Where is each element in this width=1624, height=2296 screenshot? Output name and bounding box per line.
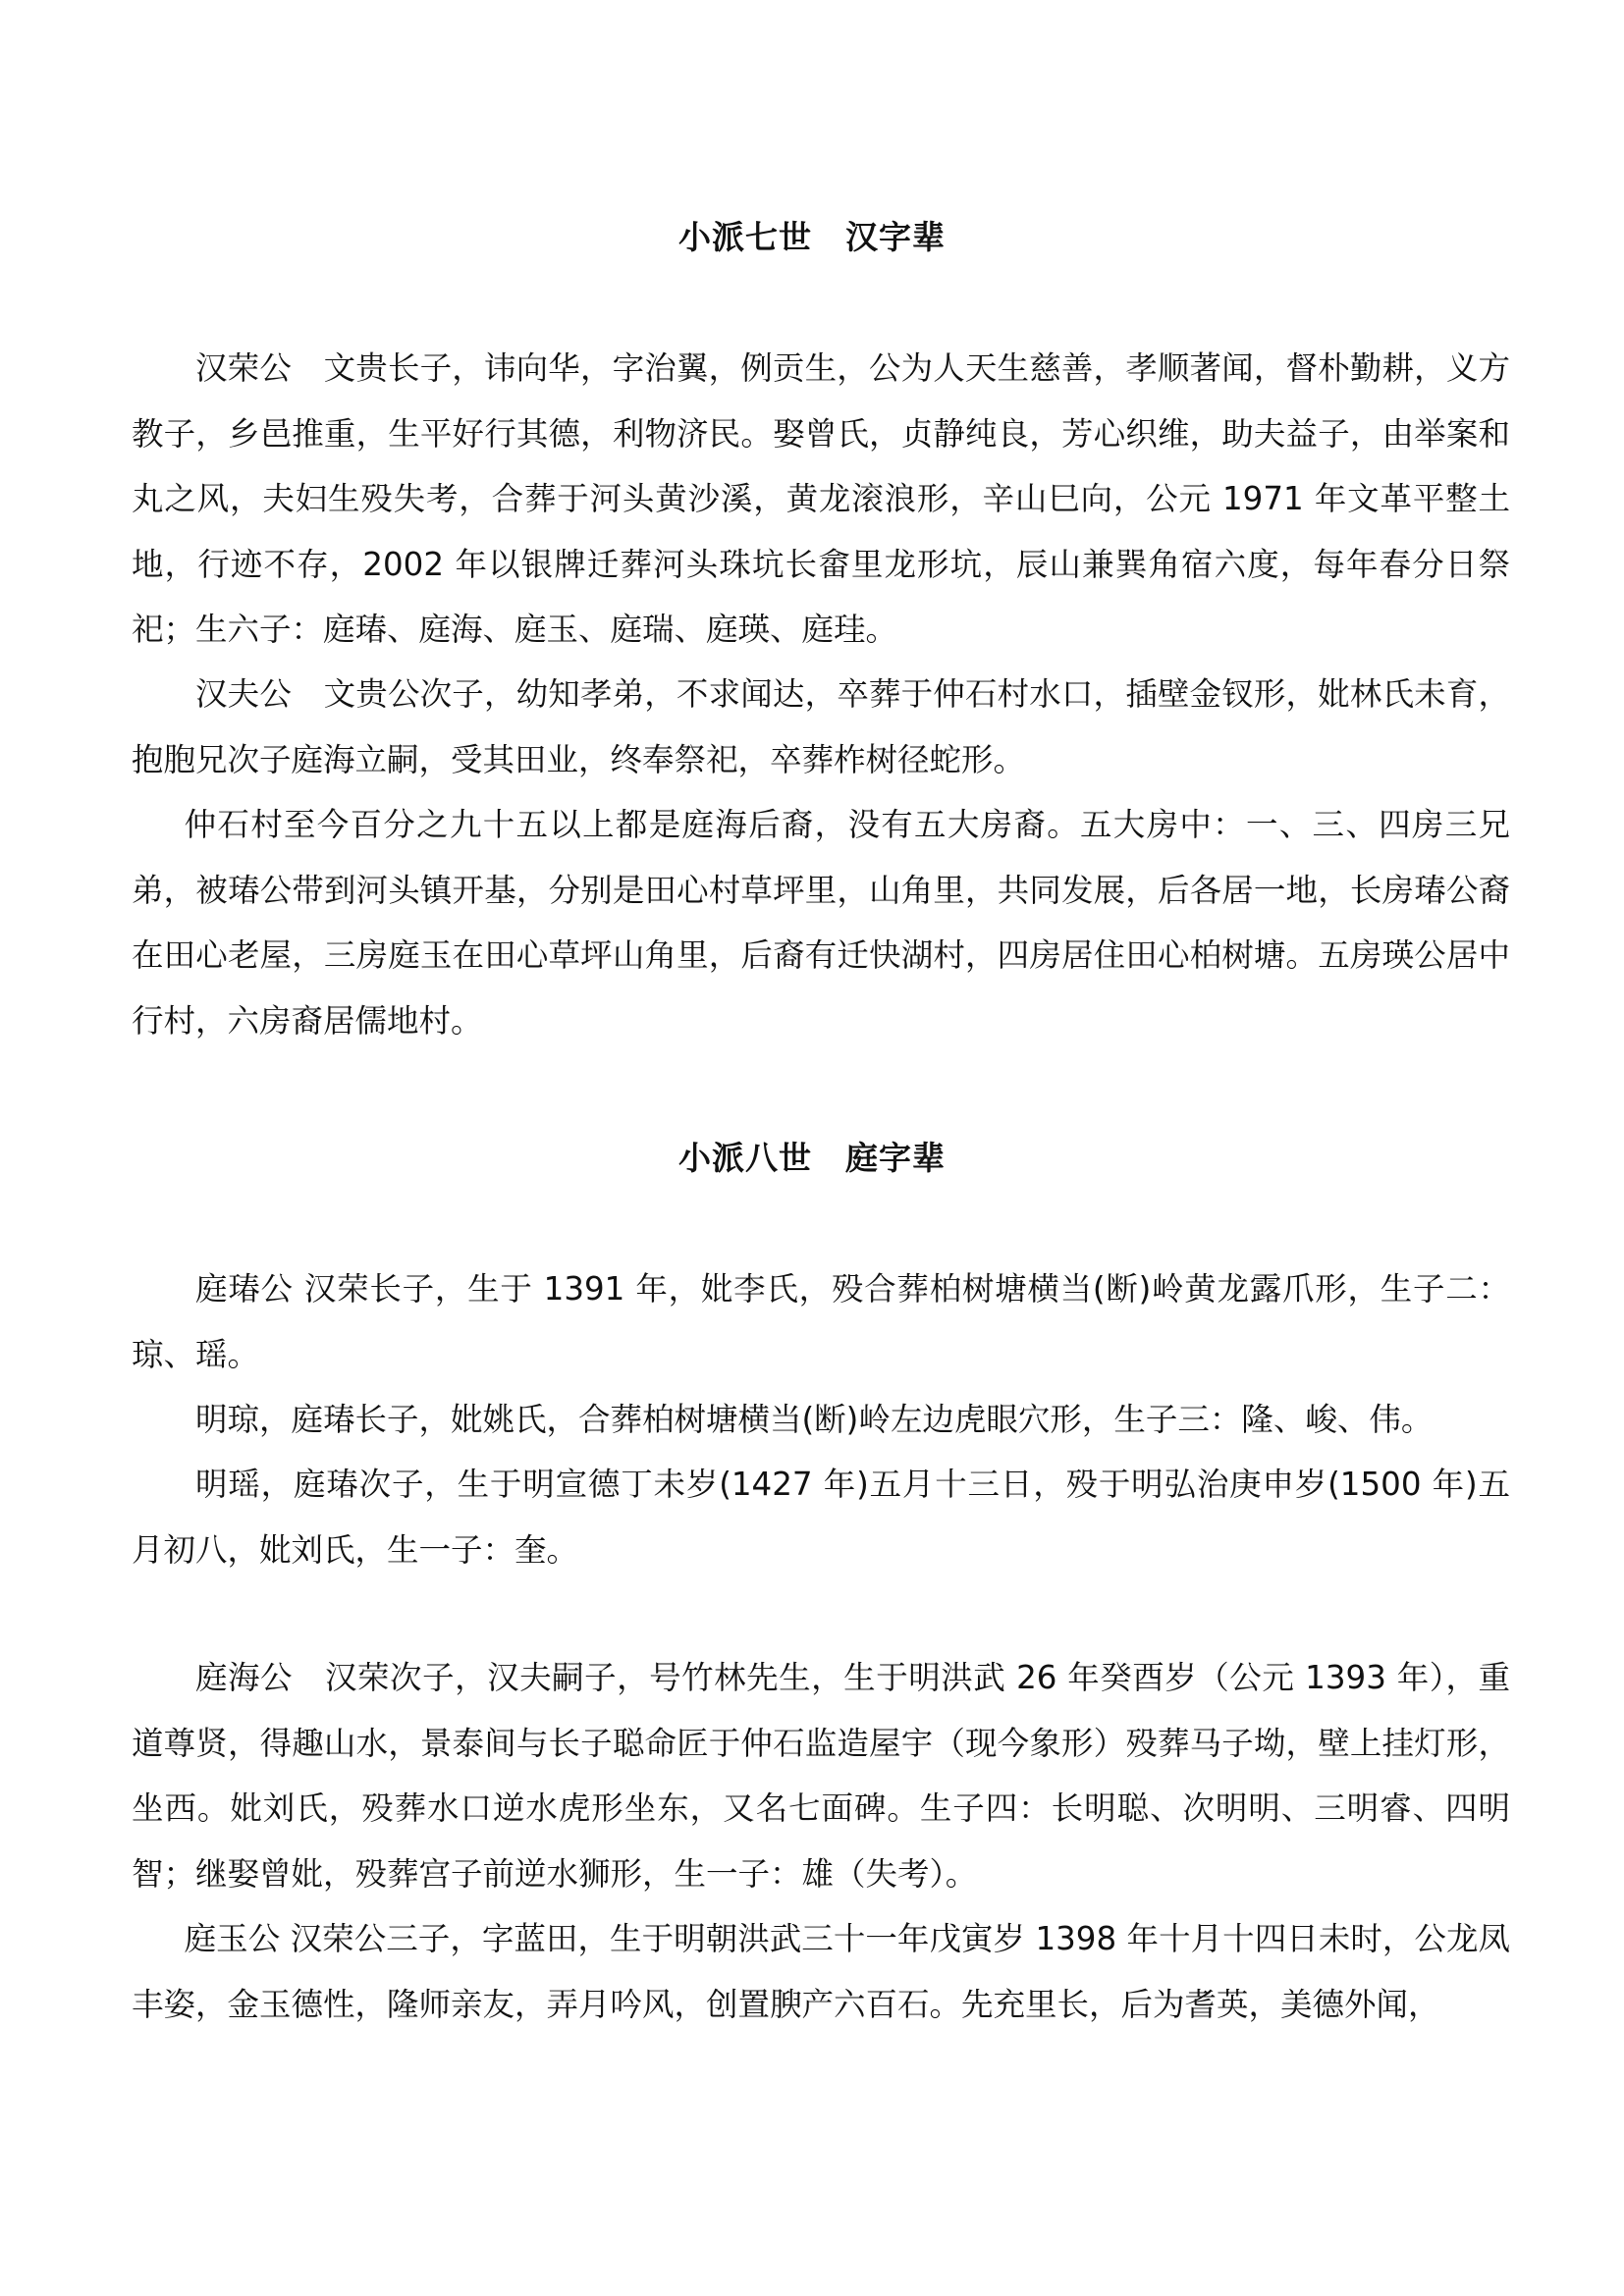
paragraph-tinghai: 庭海公 汉荣次子，汉夫嗣子，号竹林先生，生于明洪武 26 年癸酉岁（公元 1393 年），重道尊贤，得趣山水，景泰间与长子聪命匠于仲石监造屋宇（现今象形）殁葬马子坳，壁上挂灯形，坐西。妣刘氏，殁葬水口逆水虎形坐东，又名七面碑。生子四：长明聪、次明明、三明睿、四明智；继娶曾妣，殁葬宫子前逆水狮形，生一子：雄（失考）。 [132, 1659, 1510, 1893]
section-heading-8th-generation: 小派八世 庭字辈 [678, 1139, 946, 1177]
paragraph-mingyao: 明瑶，庭瑃次子，生于明宣德丁未岁(1427 年)五月十三日，殁于明弘治庚申岁(1500 年)五月初八，妣刘氏，生一子：奎。 [132, 1466, 1510, 1569]
paragraph-tingchun: 庭瑃公 汉荣长子，生于 1391 年，妣李氏，殁合葬柏树塘横当(断)岭黄龙露爪形，生子二：琼、瑶。 [132, 1270, 1510, 1373]
section-heading-7th-generation: 小派七世 汉字辈 [678, 218, 946, 256]
paragraph-zhongshi-village: 仲石村至今百分之九十五以上都是庭海后裔，没有五大房裔。五大房中：一、三、四房三兄弟，被瑃公带到河头镇开基，分别是田心村草坪里，山角里，共同发展，后各居一地，长房瑃公裔在田心老屋，三房庭玉在田心草坪山角里，后裔有迁快湖村，四房居住田心柏树塘。五房瑛公居中行村，六房裔居儒地村。 [132, 806, 1510, 1040]
paragraph-hanrong: 汉荣公 文贵长子，讳向华，字治翼，例贡生，公为人天生慈善，孝顺著闻，督朴勤耕，义方教子，乡邑推重，生平好行其德，利物济民。娶曾氏，贞静纯良，芳心织维，助夫益子，由举案和丸之风，夫妇生殁失考，合葬于河头黄沙溪，黄龙滚浪形，辛山巳向，公元 1971 年文革平整土地，行迹不存，2002 年以银牌迁葬河头珠坑长畲里龙形坑，辰山兼巽角宿六度，每年春分日祭祀；生六子：庭瑃、庭海、庭玉、庭瑞、庭瑛、庭珪。 [132, 349, 1510, 648]
paragraph-mingqiong: 明琼，庭瑃长子，妣姚氏，合葬柏树塘横当(断)岭左边虎眼穴形，生子三：隆、峻、伟。 [195, 1401, 1434, 1438]
paragraph-tingyu: 庭玉公 汉荣公三子，字蓝田，生于明朝洪武三十一年戊寅岁 1398 年十月十四日未时，公龙凤丰姿，金玉德性，隆师亲友，弄月吟风，创置腴产六百石。先充里长，后为耆英，美德外闻， [132, 1920, 1510, 2023]
paragraph-hanfu: 汉夫公 文贵公次子，幼知孝弟，不求闻达，卒葬于仲石村水口，插壁金钗形，妣林氏未育，抱胞兄次子庭海立嗣，受其田业，终奉祭祀，卒葬柞树径蛇形。 [132, 675, 1510, 778]
